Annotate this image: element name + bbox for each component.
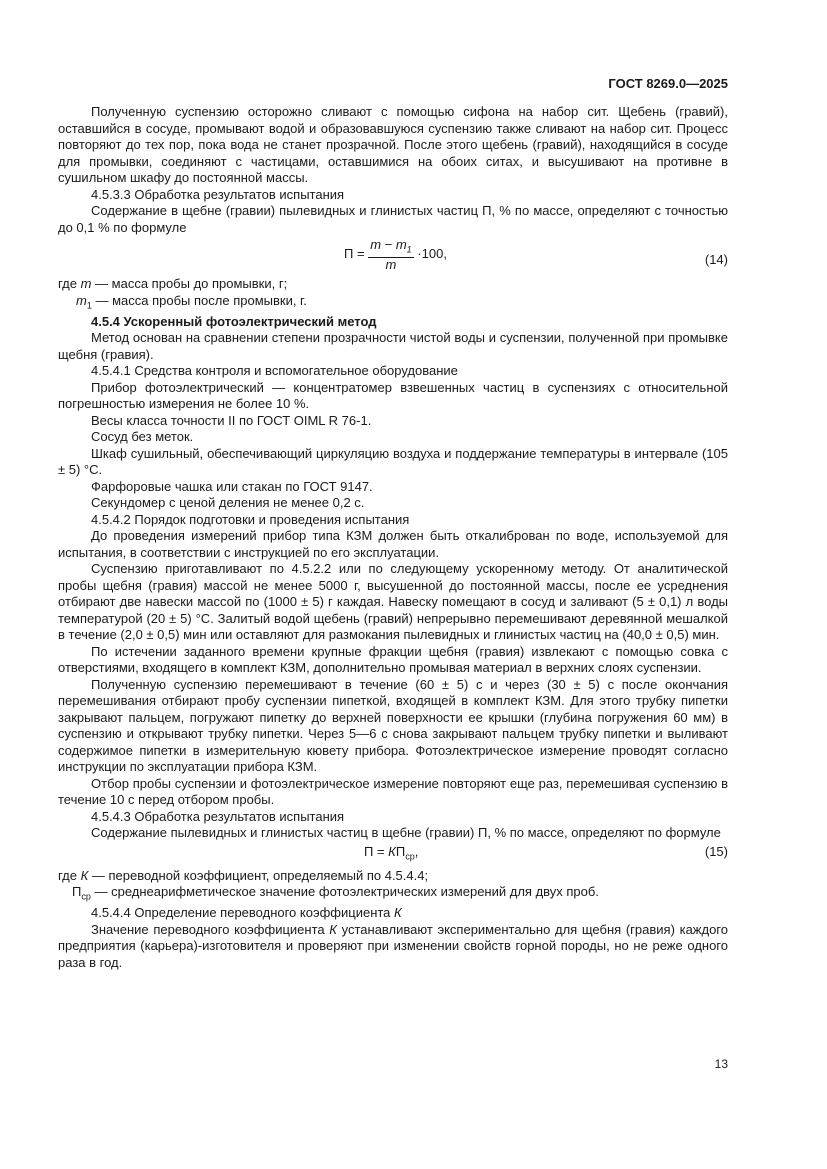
section-heading-4-5-4-2: 4.5.4.2 Порядок подготовки и проведения испытания [91, 511, 410, 527]
document-header: ГОСТ 8269.0—2025 [608, 76, 728, 91]
paragraph: Весы класса точности II по ГОСТ OIML R 76-1. [91, 412, 372, 428]
paragraph: Содержание в щебне (гравии) пылевидных и глинистых частиц П, % по массе, определяют с точностью до 0,1 % по формуле [58, 203, 728, 235]
section-heading-4-5-3-3: 4.5.3.3 Обработка результатов испытания [91, 186, 345, 202]
page-content [58, 104, 728, 971]
section-heading-4-5-4-1: 4.5.4.1 Средства контроля и вспомогательное оборудование [91, 363, 458, 379]
paragraph: Шкаф сушильный, обеспечивающий циркуляцию воздуха и поддержание температуры в интервале (105 ± 5) °С. [58, 445, 728, 478]
formula-number: (15) [704, 843, 728, 859]
paragraph: Отбор пробы суспензии и фотоэлектрическое измерение повторяют еще раз, перемешивая суспензию в течение 10 с перед отбором пробы. [58, 775, 728, 808]
formula-numerator: $m - m_1$ [368, 238, 414, 258]
formula-lhs: П = [364, 843, 389, 859]
section-heading-4-5-4: 4.5.4 Ускоренный фотоэлектрический метод [91, 313, 377, 329]
where-line: где К — переводной коэффициент, определяемый по 4.5.4.4; [58, 867, 429, 883]
paragraph: Содержание пылевидных и глинистых частиц в щебне (гравии) П, % по массе, определяют по формуле [91, 825, 721, 841]
paragraph: Суспензию приготавливают по 4.5.2.2 или по следующему ускоренному методу. От аналитической пробы щебня (гравия) массой не менее 5000 г, высушенной до постоянной массы, после ее усреднения отбирают две навески массой по (1000 ± 5) г каждая. Навеску помещают в сосуд и заливают (5 ± 0,1) л воды температурой (20 ± 5) °С. Залитый водой щебень (гравий) непрерывно перемешивают деревянной мешалкой в течение (2,0 ± 0,5) мин или оставляют для размокания пылевидных и глинистых частиц на (40,0 ± 0,5) мин. [58, 561, 728, 643]
formula-number: (14) [704, 252, 728, 267]
paragraph: Значение переводного коэффициента К устанавливают экспериментально для щебня (гравия) каждого предприятия (карьера)-изготовителя и проверяют при изменении свойств горной породы, но не реже одного раза в год. [58, 921, 728, 970]
formula-fraction [368, 238, 414, 272]
formula-15 [58, 844, 728, 864]
paragraph: Метод основан на сравнении степени прозрачности чистой воды и суспензии, полученной при промывке щебня (гравия). [58, 330, 728, 362]
formula-14 [58, 238, 728, 272]
formula-rhs: ·100, [417, 246, 447, 262]
paragraph: Полученную суспензию осторожно сливают с помощью сифона на набор сит. Щебень (гравий), оставшийся в сосуде, промывают водой и образовавшуюся суспензию также сливают на набор сит. Процесс повторяют до тех пор, пока вода не станет прозрачной. После этого щебень (гравий), находящийся в сосуде для промывки, соединяют с частицами, оставшимися на обоих ситах, и высушивают на противне в сушильном шкафу до постоянной массы. [58, 104, 728, 185]
where-line: $m_1$ — масса пробы после промывки, г. [76, 292, 307, 311]
paragraph: Полученную суспензию перемешивают в течение (60 ± 5) с и через (30 ± 5) с после окончания перемешивания отбирают пробу суспензии пипеткой, входящей в комплект КЗМ. Для этого трубку пипетки закрывают пальцем, погружают пипетку до верхней поверхности ее крышки (глубина погружения 60 мм) в суспензию и открывают трубку пипетки. Через 5—6 с снова закрывают пальцем трубку пипетки и выливают содержимое пипетки в измерительную кювету прибора. Фотоэлектрическое измерение проводят согласно инструкции по эксплуатации прибора КЗМ. [58, 676, 728, 775]
formula-lhs: П = [344, 246, 365, 262]
section-heading-4-5-4-3: 4.5.4.3 Обработка результатов испытания [91, 808, 345, 824]
paragraph: Прибор фотоэлектрический — концентратомер взвешенных частиц в суспензиях с относительной погрешностью измерения не более 10 %. [58, 379, 728, 412]
page-number: 13 [714, 1057, 728, 1071]
where-line: где m — масса пробы до промывки, г; [58, 276, 288, 291]
formula-sub: ср [405, 851, 415, 862]
where-line: $П_{ср}$ — среднеарифметическое значение фотоэлектрических измерений для двух проб. [72, 884, 599, 902]
paragraph: Секундомер с ценой деления не менее 0,2 с. [91, 495, 365, 511]
paragraph: Фарфоровые чашка или стакан по ГОСТ 9147. [91, 478, 373, 494]
paragraph: По истечении заданного времени крупные фракции щебня (гравия) извлекают с помощью совка с отверстиями, входящего в комплект КЗМ, дополнительно промывая материал в верхних слоях суспензии. [58, 643, 728, 676]
paragraph: До проведения измерений прибор типа КЗМ должен быть откалиброван по воде, используемой для испытания, в соответствии с инструкцией по его эксплуатации. [58, 528, 728, 560]
paragraph: Сосуд без меток. [91, 429, 194, 445]
formula-rhs: , [414, 843, 419, 859]
section-heading-4-5-4-4: 4.5.4.4 Определение переводного коэффициента К [91, 905, 402, 921]
formula-k: К [388, 843, 396, 859]
formula-denominator: m [385, 256, 397, 272]
formula-p: П [395, 843, 406, 859]
